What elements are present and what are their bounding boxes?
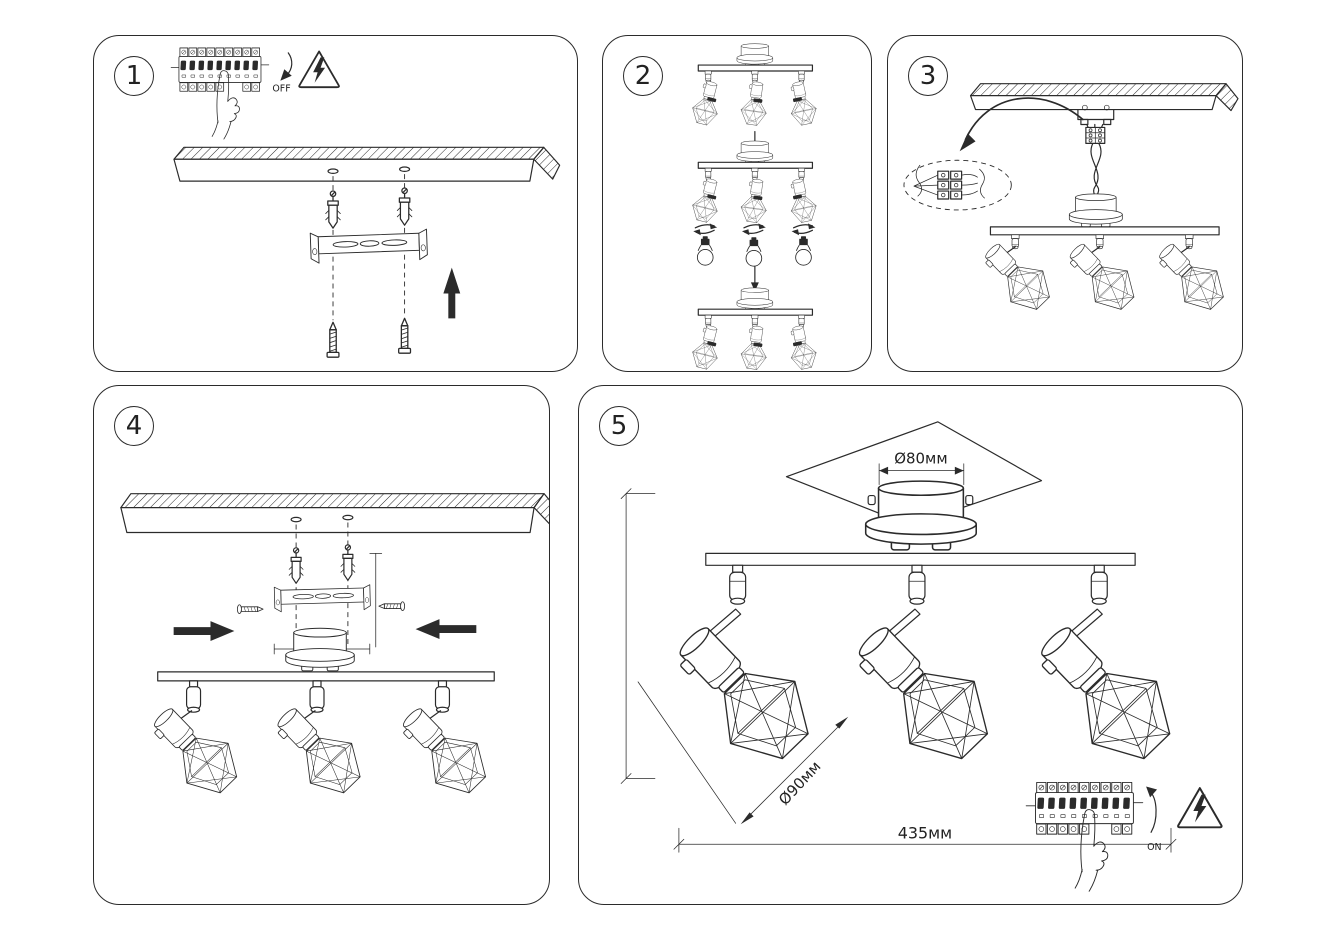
breaker-switch-on [1026, 782, 1143, 891]
step-5-illustration [579, 386, 1242, 904]
high-voltage-warning-icon [299, 51, 339, 87]
wall-anchor [289, 548, 303, 583]
spotlight [389, 681, 498, 805]
sequence-down-arrow-icon [751, 267, 759, 292]
mounting-screw [399, 318, 411, 353]
step-number: 5 [610, 411, 628, 441]
fixture-stage-bulbs-installed [689, 288, 819, 371]
spotlight [1020, 565, 1189, 777]
wall-anchor [397, 188, 412, 225]
track-bar [158, 672, 495, 681]
step-4-illustration [94, 386, 549, 904]
step-panel-1 [93, 35, 578, 372]
shade-diameter-label: Ø90мм [774, 757, 825, 809]
twist-arrow-icon [742, 223, 766, 235]
side-screw [237, 605, 263, 614]
step-number-badge [114, 406, 154, 446]
spotlight [975, 233, 1059, 318]
spotlight [140, 681, 249, 805]
step-panel-2 [602, 35, 872, 372]
wiring-detail-callout [904, 160, 1011, 210]
shade-diameter-dimension [638, 682, 848, 824]
step-panel-5 [578, 385, 1243, 905]
high-voltage-warning-icon [1178, 788, 1222, 827]
wall-anchor [341, 545, 355, 580]
step-number: 4 [125, 411, 143, 441]
fixture-stage-open [689, 141, 819, 224]
step-number: 3 [919, 61, 937, 91]
canopy [1069, 194, 1122, 227]
switch-state-label: OFF [272, 83, 291, 95]
switch-on-arrow-icon [1146, 786, 1157, 832]
step-number-badge [599, 406, 639, 446]
step-1-illustration [94, 36, 577, 371]
light-bulb [796, 236, 812, 265]
slide-arrow-right-icon [416, 619, 477, 639]
mounting-screw [327, 322, 339, 357]
light-bulb [746, 237, 762, 266]
twist-arrow-icon [693, 223, 717, 235]
terminal-block [1086, 127, 1105, 143]
step-number: 1 [125, 61, 143, 91]
canopy [286, 628, 354, 671]
spotlight [837, 565, 1006, 777]
switch-state-label: ON [1147, 842, 1162, 854]
slide-arrow-left-icon [174, 621, 235, 641]
wall-anchor [326, 191, 341, 228]
switch-off-arrow-icon [280, 53, 291, 81]
step-number-badge [908, 56, 948, 96]
canopy-diameter-label: Ø80мм [894, 449, 948, 468]
ceiling-panel [174, 147, 560, 181]
step-panel-4 [93, 385, 550, 905]
mounting-bracket [310, 229, 427, 263]
canopy [866, 481, 977, 550]
light-bulb [697, 236, 713, 265]
breaker-switch-off [171, 48, 269, 139]
twist-arrow-icon [792, 223, 816, 235]
step-number-badge [623, 56, 663, 96]
spotlight [658, 565, 827, 777]
length-dimension [674, 823, 1176, 852]
spotlight [1149, 233, 1233, 318]
height-dimension-line [621, 489, 655, 784]
ceiling-panel [121, 494, 549, 533]
step-number-badge [114, 56, 154, 96]
track-bar [706, 553, 1135, 565]
mounting-bracket [274, 585, 370, 612]
side-screw [379, 602, 405, 611]
mount-up-arrow-icon [443, 268, 460, 319]
length-label: 435мм [897, 823, 953, 843]
track-bar [990, 227, 1219, 235]
fixture-stage-assembled [689, 44, 819, 127]
step-panel-3 [887, 35, 1243, 372]
step-number: 2 [634, 61, 652, 91]
spotlight [1059, 233, 1143, 318]
spotlight [264, 681, 373, 805]
